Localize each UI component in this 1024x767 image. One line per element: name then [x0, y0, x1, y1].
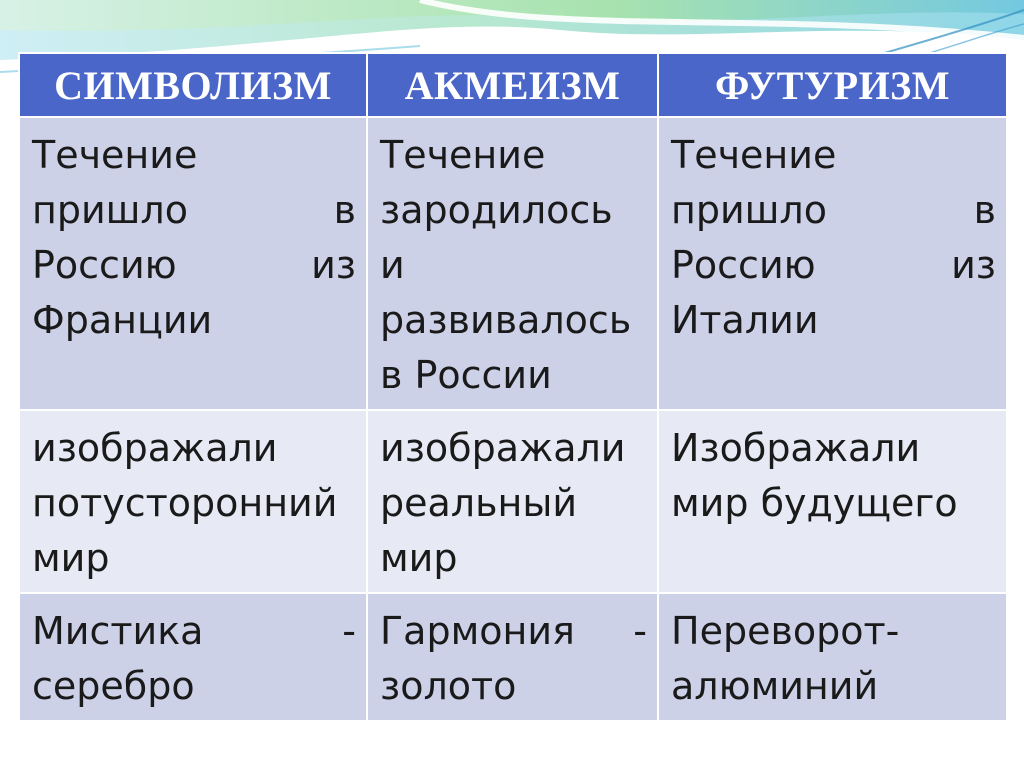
table-row-symbol [19, 593, 1007, 721]
cell-text: Переворот-алюминий [671, 609, 900, 708]
table-row-origin [19, 117, 1007, 410]
table-cell [19, 410, 367, 593]
table-cell [367, 593, 658, 721]
table-cell [658, 593, 1007, 721]
table-header-row [19, 53, 1007, 117]
comparison-table-container [18, 52, 1006, 708]
table-cell [367, 117, 658, 410]
cell-text: Гармония - золото [380, 609, 647, 708]
table-cell [19, 117, 367, 410]
table-cell [367, 410, 658, 593]
cell-text: Мистика - серебро [32, 609, 356, 708]
header-acmeism: АКМЕИЗМ [367, 53, 658, 117]
header-symbolism: СИМВОЛИЗМ [19, 53, 367, 117]
cell-text: Течение пришло в Россию из Италии [671, 133, 996, 342]
cell-text: Течение пришло в Россию из Франции [32, 133, 356, 342]
table-row-depiction [19, 410, 1007, 593]
cell-text: Течение зародилось и развивалось в России [380, 133, 632, 397]
header-futurism: ФУТУРИЗМ [658, 53, 1007, 117]
cell-text: изображали реальный мир [380, 426, 626, 580]
table-cell [658, 410, 1007, 593]
table-cell [658, 117, 1007, 410]
cell-text: Изображали мир будущего [671, 426, 958, 525]
cell-text: изображали потусторонний мир [32, 426, 338, 580]
table-cell [19, 593, 367, 721]
comparison-table [18, 52, 1008, 722]
